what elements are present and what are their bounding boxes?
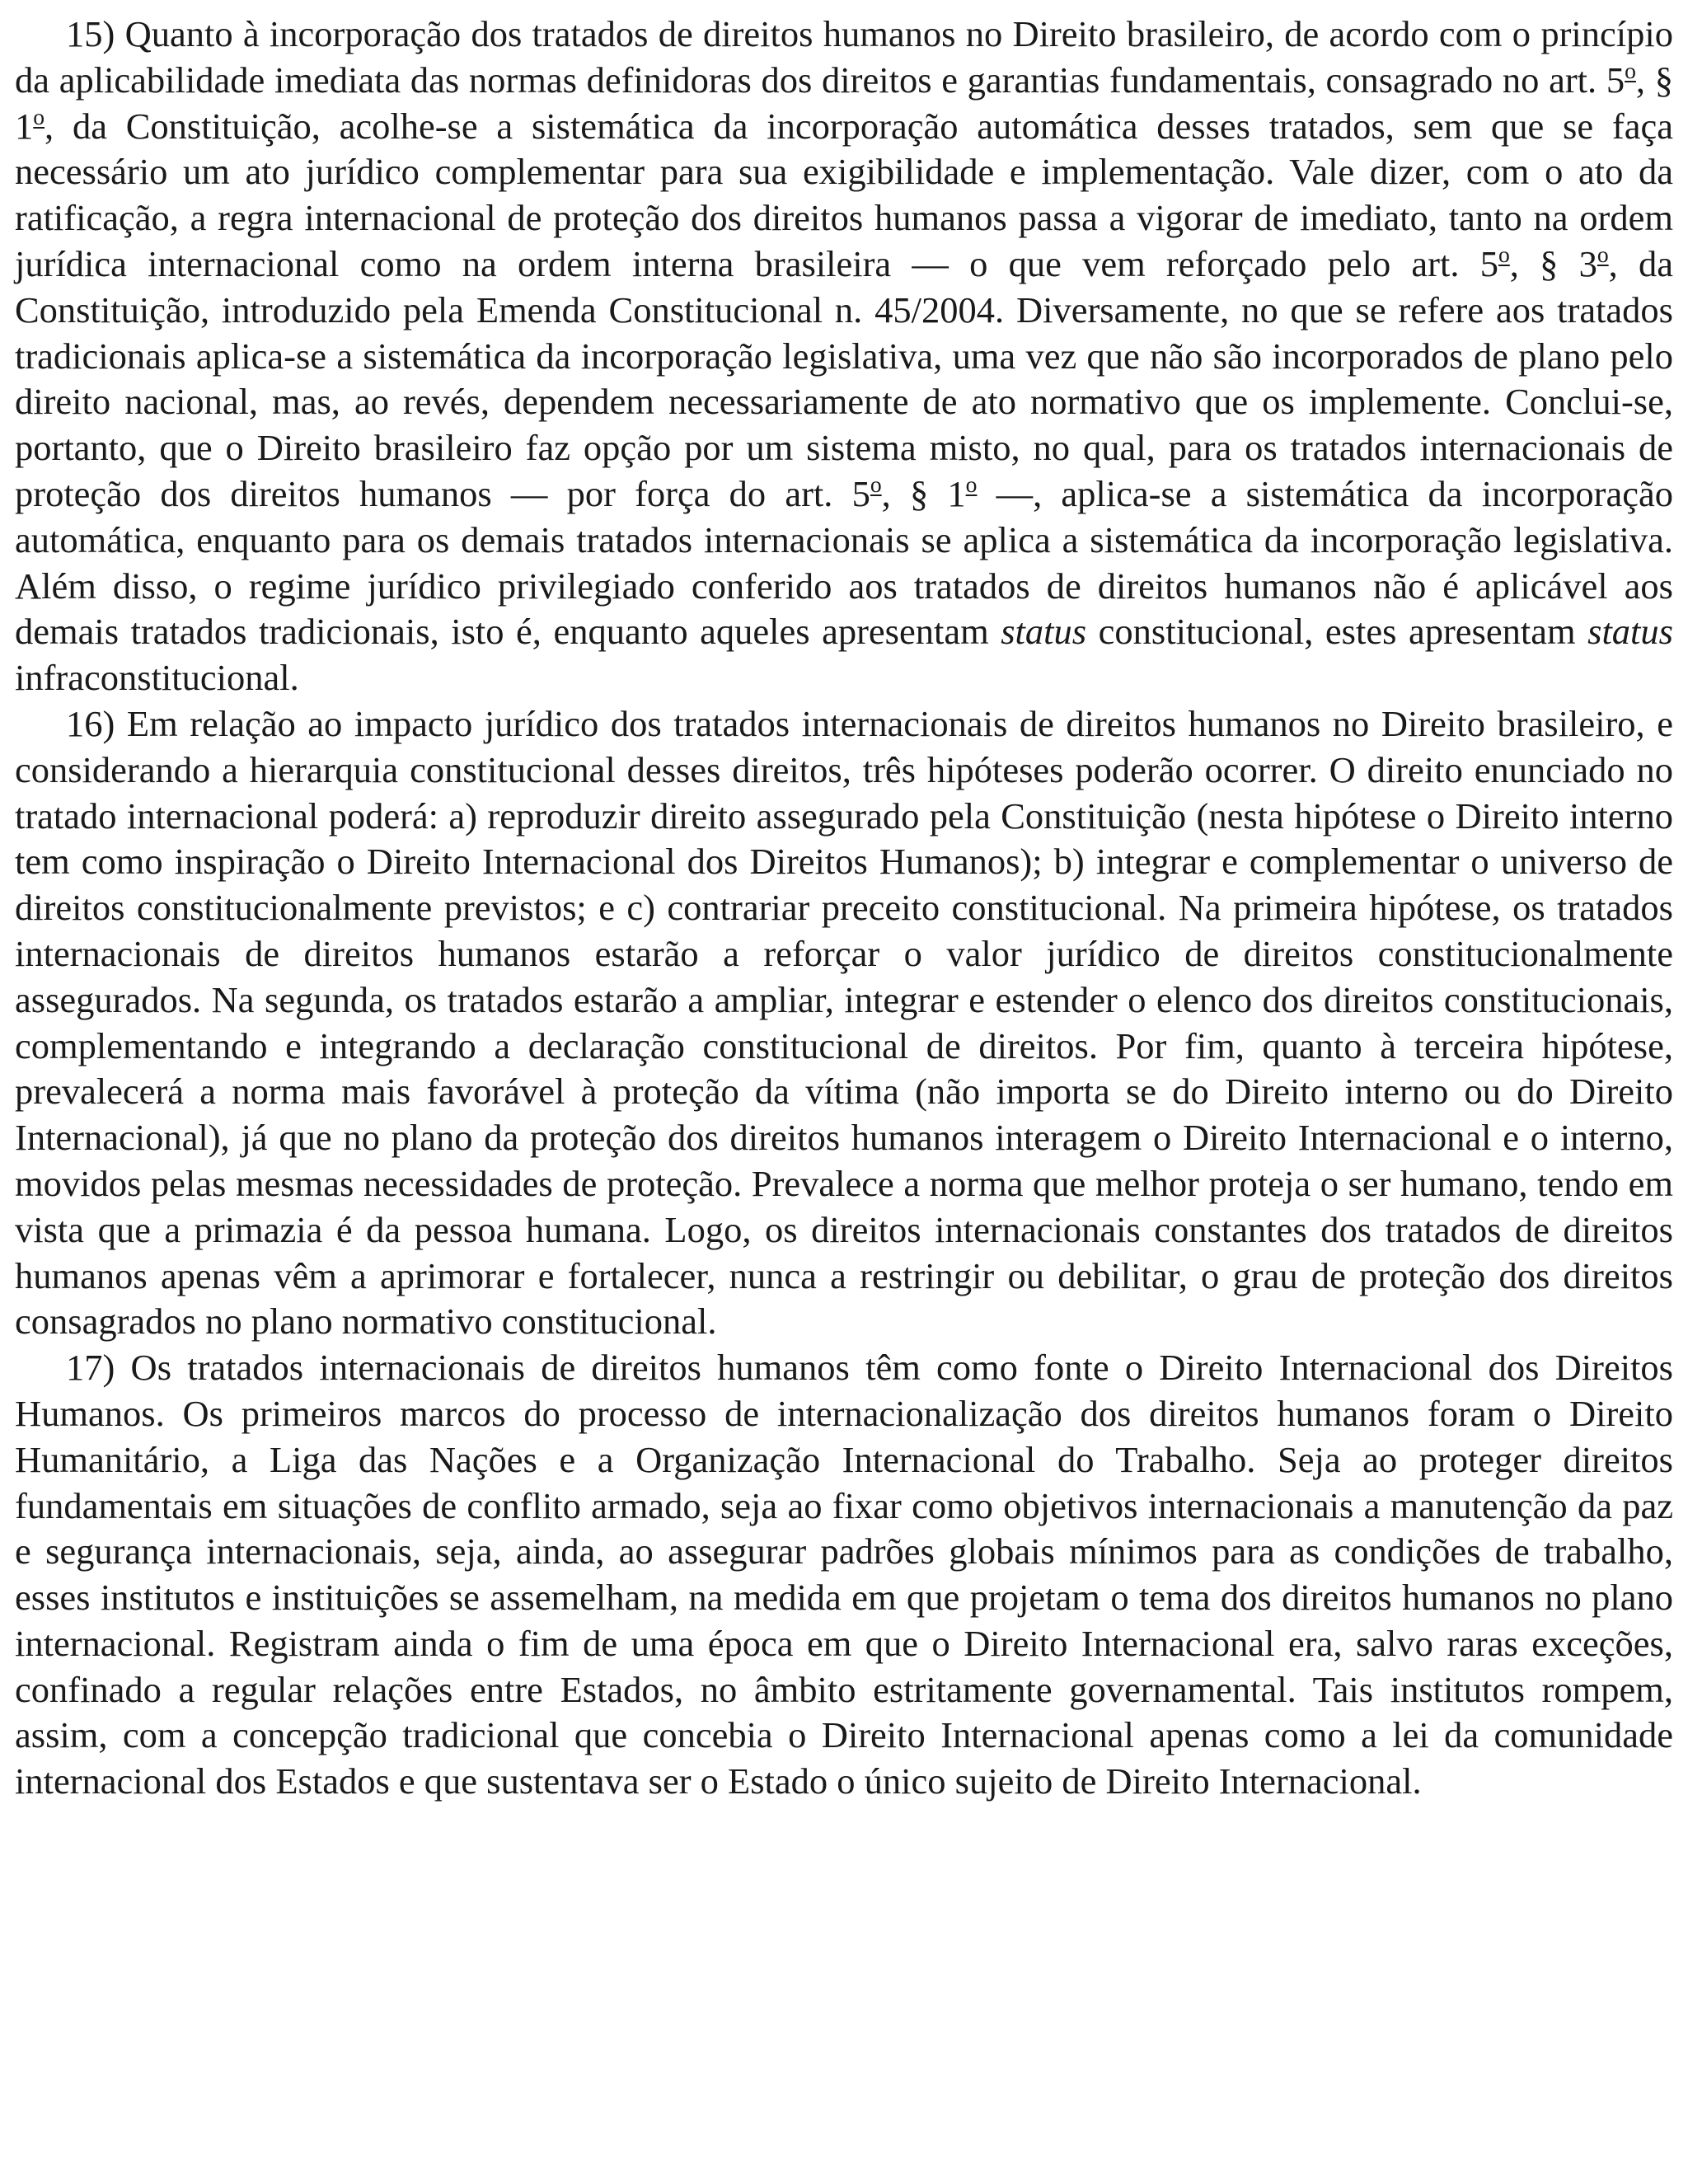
text-run: , da Constituição, acolhe-se a sistemática da incorporação automática desses tratados, sem que se faça necessário um ato jurídico complementar para sua exigibilidade e implementação. Vale dizer, com o ato da ratificação, a regra internacional de proteção dos direitos humanos passa a vigorar de imediato, tanto na ordem jurídica internacional como na ordem interna brasileira — o que vem reforçado pelo art. 5 xyxy=(15,105,1673,284)
text-run: , da Constituição, introduzido pela Emenda Constitucional n. 45/2004. Diversamente, no que se refere aos tratados tradicionais aplica-se a sistemática da incorporação legislativa, uma vez que não são incorporados de plano pelo direito nacional, mas, ao revés, dependem necessariamente de ato normativo que os implemente. Conclui-se, portanto, que o Direito brasileiro faz opção por um sistema misto, no qual, para os tratados internacionais de proteção dos direitos humanos — por força do art. 5 xyxy=(15,242,1673,514)
text-run: , § 1 xyxy=(881,472,966,514)
text-run: —, aplica-se a sistemática da incorporação automática, enquanto para os demais tratados internacionais se aplica a sistemática da incorporação legislativa. Além disso, o regime jurídico privilegiado conferido aos tratados de direitos humanos não é aplicável aos demais tratados tradicionais, isto é, enquanto aqueles apresentam xyxy=(15,472,1674,653)
ordinal-superscript: o xyxy=(870,471,882,497)
italic-term: status xyxy=(1587,611,1673,653)
ordinal-superscript: o xyxy=(1498,241,1510,267)
text-run: 15) Quanto à incorporação dos tratados de direitos humanos no Direito brasileiro, de acordo com o princípio da aplicabilidade imediata das normas definidoras dos direitos e garantias fundamentais, consagrado no art. 5 xyxy=(15,13,1673,101)
ordinal-superscript: o xyxy=(965,471,978,497)
ordinal-superscript: o xyxy=(1597,241,1609,267)
text-run: infraconstitucional. xyxy=(15,657,299,699)
ordinal-superscript: o xyxy=(1625,57,1636,83)
ordinal-superscript: o xyxy=(33,103,45,129)
italic-term: status xyxy=(1001,611,1087,653)
text-run: 17) Os tratados internacionais de direitos humanos têm como fonte o Direito Internacional dos Direitos Humanos. Os primeiros marcos do processo de internacionalização dos direitos humanos foram o Direito Humanitário, a Liga das Nações e a Organização Internacional do Trabalho. Seja ao proteger direitos fundamentais em situações de conflito armado, seja ao fixar como objetivos internacionais a manutenção da paz e segurança internacionais, seja, ainda, ao assegurar padrões globais mínimos para as condições de trabalho, esses institutos e instituições se assemelham, na medida em que projetam o tema dos direitos humanos no plano internacional. Registram ainda o fim de uma época em que o Direito Internacional era, salvo raras exceções, confinado a regular relações entre Estados, no âmbito estritamente governamental. Tais institutos rompem, assim, com a concepção tradicional que concebia o Direito Internacional apenas como a lei da comunidade internacional dos Estados e que sustentava ser o Estado o único sujeito de Direito Internacional. xyxy=(15,1347,1673,1802)
paragraph-15 xyxy=(15,12,1673,701)
text-run: constitucional, estes apresentam xyxy=(1086,611,1588,653)
text-run: , § 3 xyxy=(1509,242,1597,284)
text-run: 16) Em relação ao impacto jurídico dos tratados internacionais de direitos humanos no Direito brasileiro, e considerando a hierarquia constitucional desses direitos, três hipóteses poderão ocorrer. O direito enunciado no tratado internacional poderá: a) reproduzir direito assegurado pela Constituição (nesta hipótese o Direito interno tem como inspiração o Direito Internacional dos Direitos Humanos); b) integrar e complementar o universo de direitos constitucionalmente previstos; e c) contrariar preceito constitucional. Na primeira hipótese, os tratados internacionais de direitos humanos estarão a reforçar o valor jurídico de direitos constitucionalmente assegurados. Na segunda, os tratados estarão a ampliar, integrar e estender o elenco dos direitos constitucionais, complementando e integrando a declaração constitucional de direitos. Por fim, quanto à terceira hipótese, prevalecerá a norma mais favorável à proteção da vítima (não importa se do Direito interno ou do Direito Internacional), já que no plano da proteção dos direitos humanos interagem o Direito Internacional e o interno, movidos pelas mesmas necessidades de proteção. Prevalece a norma que melhor proteja o ser humano, tendo em vista que a primazia é da pessoa humana. Logo, os direitos internacionais constantes dos tratados de direitos humanos apenas vêm a aprimorar e fortalecer, nunca a restringir ou debilitar, o grau de proteção dos direitos consagrados no plano normativo constitucional. xyxy=(15,702,1673,1343)
paragraph-17 xyxy=(15,1345,1673,1805)
text-run: , § 1 xyxy=(15,59,1674,147)
document-page xyxy=(15,12,1673,1805)
paragraph-16 xyxy=(15,701,1673,1345)
